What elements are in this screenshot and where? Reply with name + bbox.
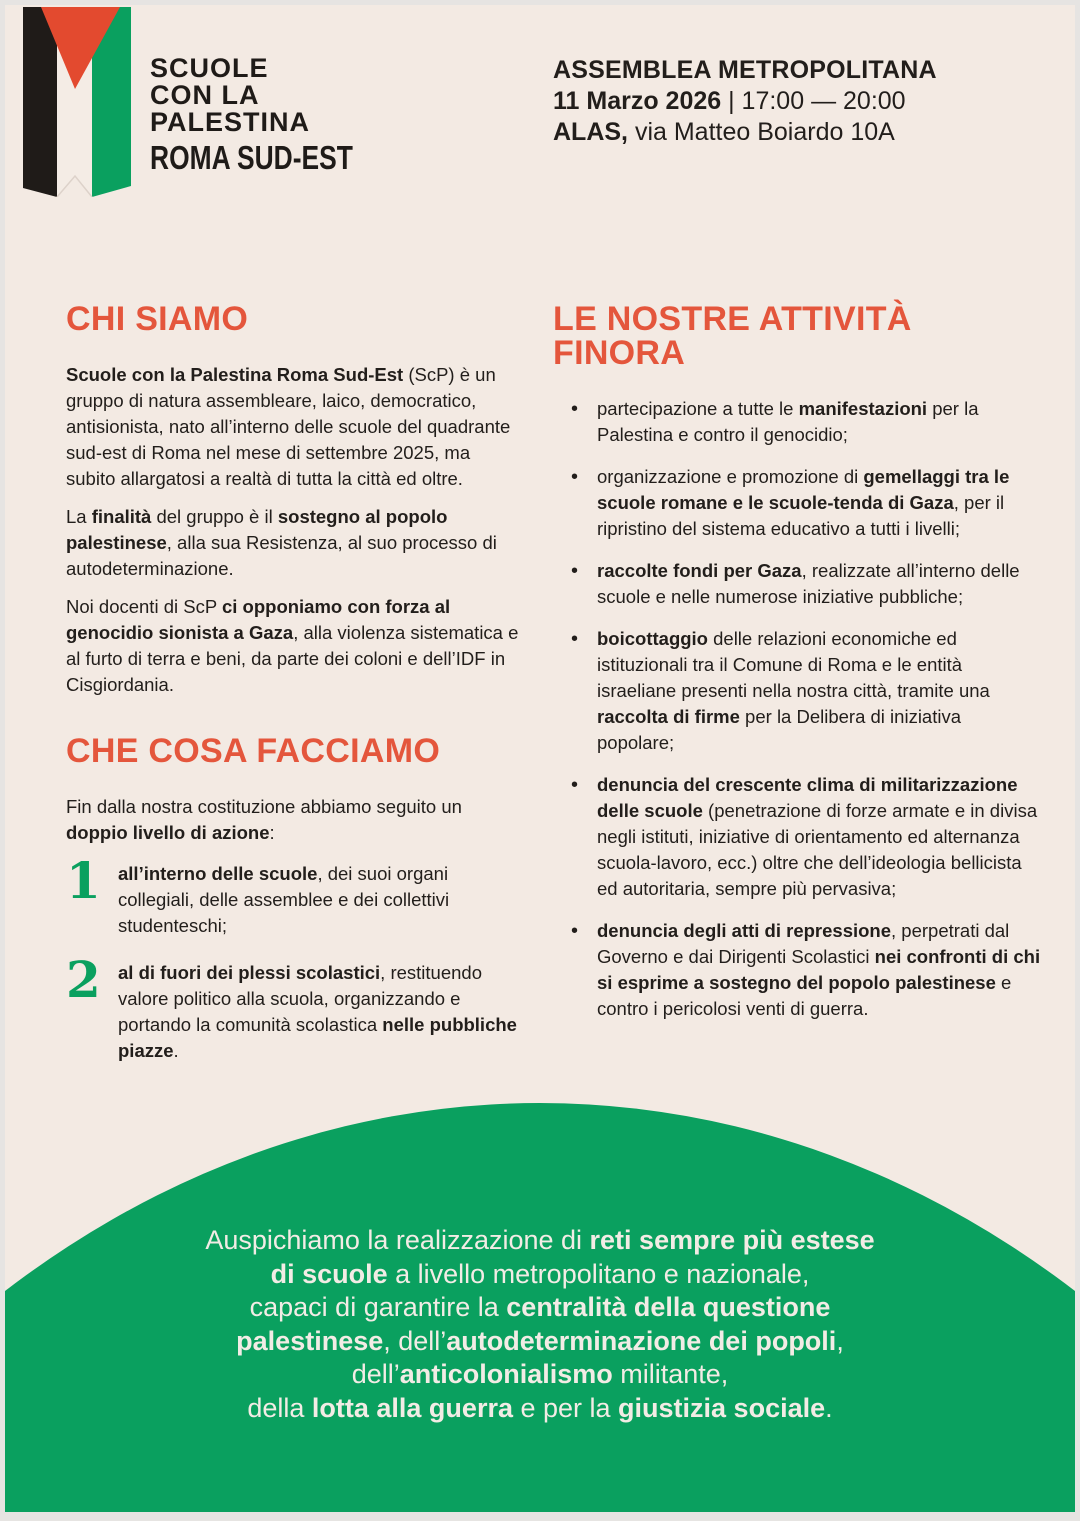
action-level-text: al di fuori dei plessi scolastici, restituendo valore politico alla scuola, organizzando e portando la comunità scolastica nelle pubbliche piazze. <box>118 962 517 1061</box>
action-level-number: 2 <box>66 950 101 1009</box>
closing-line: dell’anticolonialismo militante, <box>351 1359 729 1389</box>
brand-title-line: CON LA <box>150 80 260 110</box>
attivita-item-text: denuncia del crescente clima di militarizzazione delle scuole (penetrazione di forze armate e in divisa negli istituti, iniziative di orientamento ed alternanza scuola-lavoro, ecc.) oltre che dell’ideologia bellicista ed autoritaria, sempre più pervasiva; <box>597 774 1038 899</box>
section-attivita <box>553 302 1041 1022</box>
closing-line: capaci di garantire la centralità della questione <box>249 1292 831 1322</box>
bullet-marker: • <box>571 920 579 942</box>
brand-title-line: PALESTINA <box>150 107 311 137</box>
brand-title-line: SCUOLE <box>150 53 269 83</box>
flyer-page <box>5 5 1075 1512</box>
brand-title <box>150 53 404 176</box>
chi-siamo-heading: CHI SIAMO <box>66 300 249 338</box>
chi-siamo-paragraph: La finalità del gruppo è il sostegno al popolo palestinese, alla sua Resistenza, al suo processo di autodeterminazione. <box>66 506 497 579</box>
action-level-text: all’interno delle scuole, dei suoi organi collegiali, delle assemblee e dei collettivi studenteschi; <box>118 863 450 936</box>
bullet-marker: • <box>571 774 579 796</box>
event-location: ALAS, via Matteo Boiardo 10A <box>553 118 895 146</box>
attivita-heading: LE NOSTRE ATTIVITÀ FINORA <box>553 300 912 372</box>
event-datetime: 11 Marzo 2026 | 17:00 — 20:00 <box>553 87 906 115</box>
attivita-item-text: denuncia degli atti di repressione, perpetrati dal Governo e dai Dirigenti Scolastici nei confronti di chi si esprime a sostegno del popolo palestinese e contro i pericolosi venti di guerra. <box>597 920 1041 1019</box>
right-column <box>553 302 1041 1038</box>
chi-siamo-paragraph: Noi docenti di ScP ci opponiamo con forza al genocidio sionista a Gaza, alla violenza sistematica e al furto di terra e beni, da parte dei coloni e dell’IDF in Cisgiordania. <box>66 596 519 695</box>
action-level-number: 1 <box>66 851 101 910</box>
bullet-marker: • <box>571 560 579 582</box>
left-column <box>66 302 522 1084</box>
attivita-item <box>553 396 1041 448</box>
attivita-item <box>553 772 1041 902</box>
brand-subtitle: ROMA SUD-EST <box>150 139 353 176</box>
bullet-marker: • <box>571 466 579 488</box>
event-info <box>553 55 937 148</box>
event-title: ASSEMBLEA METROPOLITANA <box>553 56 937 84</box>
action-level-item <box>66 950 522 1064</box>
attivita-item-text: raccolte fondi per Gaza, realizzate all’interno delle scuole e nelle numerose iniziative pubbliche; <box>597 560 1020 607</box>
closing-line: Auspichiamo la realizzazione di reti sempre più estese <box>205 1225 875 1255</box>
closing-line: palestinese, dell’autodeterminazione dei popoli, <box>236 1325 844 1356</box>
section-che-cosa <box>66 734 522 1064</box>
attivita-item <box>553 626 1041 756</box>
attivita-item-text: partecipazione a tutte le manifestazioni per la Palestina e contro il genocidio; <box>597 398 979 445</box>
attivita-item-text: organizzazione e promozione di gemellaggi tra le scuole romane e le scuole-tenda di Gaza, per il ripristino del sistema educativo a tutti i livelli; <box>597 466 1010 539</box>
attivita-item <box>553 558 1041 610</box>
che-cosa-intro: Fin dalla nostra costituzione abbiamo seguito un doppio livello di azione: <box>66 796 462 843</box>
closing-line: della lotta alla guerra e per la giustizia sociale. <box>247 1392 833 1423</box>
bullet-marker: • <box>571 398 579 420</box>
che-cosa-heading: CHE COSA FACCIAMO <box>66 732 441 770</box>
action-level-item <box>66 851 522 939</box>
chi-siamo-paragraph: Scuole con la Palestina Roma Sud-Est (ScP) è un gruppo di natura assembleare, laico, democratico, antisionista, nato all’interno delle scuole del quadrante sud-est di Roma nel mese di settembre 2025, ma subito allargatosi a realtà di tutta la città ed oltre. <box>66 364 511 489</box>
action-levels-list <box>66 851 522 1064</box>
closing-line: di scuole a livello metropolitano e nazionale, <box>270 1258 810 1289</box>
bullet-marker: • <box>571 628 579 650</box>
attivita-item <box>553 918 1041 1022</box>
attivita-item <box>553 464 1041 542</box>
closing-statement <box>5 1224 1075 1425</box>
palestinian-flag-logo <box>23 7 131 197</box>
section-chi-siamo <box>66 302 522 698</box>
attivita-item-text: boicottaggio delle relazioni economiche ed istituzionali tra il Comune di Roma e le entità israeliane presenti nella nostra città, tramite una raccolta di firme per la Delibera di iniziativa popolare; <box>597 628 990 753</box>
attivita-list <box>553 396 1041 1022</box>
